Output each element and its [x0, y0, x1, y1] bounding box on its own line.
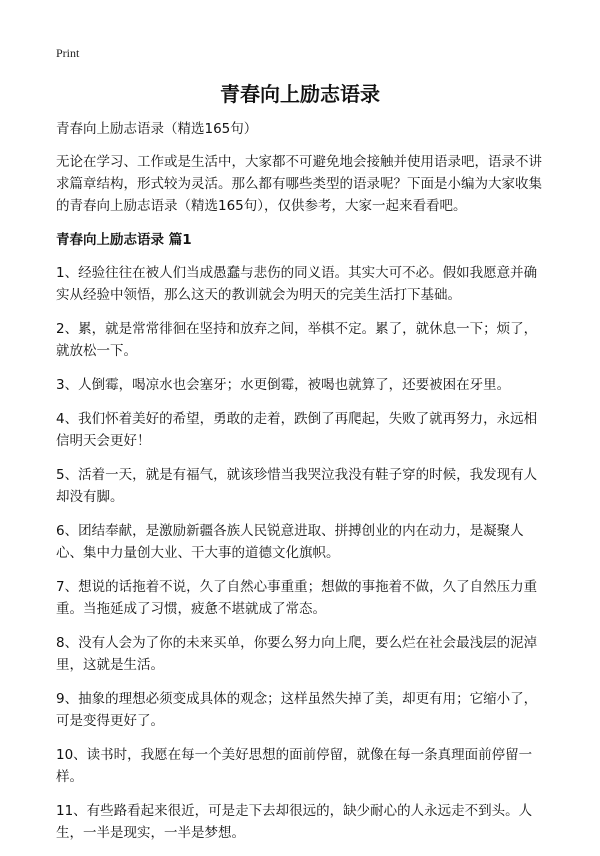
document-subtitle: 青春向上励志语录（精选165句） [56, 121, 258, 137]
list-item: 7、想说的话拖着不说，久了自然心事重重；想做的事拖着不做，久了自然压力重重。当拖延成了习惯，疲惫不堪就成了常态。 [56, 579, 538, 617]
list-item: 8、没有人会为了你的未来买单，你要么努力向上爬，要么烂在社会最浅层的泥淖里，这就是生活。 [56, 635, 538, 673]
list-item: 4、我们怀着美好的希望，勇敢的走着，跌倒了再爬起，失败了就再努力，永远相信明天会更好！ [56, 411, 538, 449]
list-item: 9、抽象的理想必须变成具体的观念；这样虽然失掉了美，却更有用；它缩小了，可是变得更好了。 [56, 691, 538, 729]
intro-paragraph: 无论在学习、工作或是生活中，大家都不可避免地会接触并使用语录吧，语录不讲求篇章结构，形式较为灵活。那么都有哪些类型的语录呢？下面是小编为大家收集的青春向上励志语录（精选165句），仅供参考，大家一起来看看吧。 [56, 154, 542, 214]
page-title: 青春向上励志语录 [220, 82, 380, 106]
list-item: 1、经验往往在被人们当成愚蠢与悲伤的同义语。其实大可不必。假如我愿意并确实从经验中领悟，那么这天的教训就会为明天的完美生活打下基础。 [56, 265, 538, 303]
list-item: 2、累，就是常常徘徊在坚持和放弃之间，举棋不定。累了，就休息一下；烦了，就放松一下。 [56, 321, 538, 359]
list-item: 5、活着一天，就是有福气，就该珍惜当我哭泣我没有鞋子穿的时候，我发现有人却没有脚。 [56, 467, 538, 505]
list-item: 10、读书时，我愿在每一个美好思想的面前停留，就像在每一条真理面前停留一样。 [56, 747, 533, 785]
list-item: 3、人倒霉，喝凉水也会塞牙；水更倒霉，被喝也就算了，还要被困在牙里。 [56, 377, 511, 393]
list-item: 6、团结奉献，是激励新疆各族人民锐意进取、拼搏创业的内在动力，是凝聚人心、集中力量创大业、干大事的道德文化旗帜。 [56, 523, 524, 561]
document-body [56, 118, 550, 856]
section-heading: 青春向上励志语录 篇1 [56, 232, 192, 248]
list-item: 11、有些路看起来很近，可是走下去却很远的，缺少耐心的人永远走不到头。人生，一半是现实，一半是梦想。 [56, 803, 533, 841]
print-link[interactable]: Print [56, 46, 80, 60]
